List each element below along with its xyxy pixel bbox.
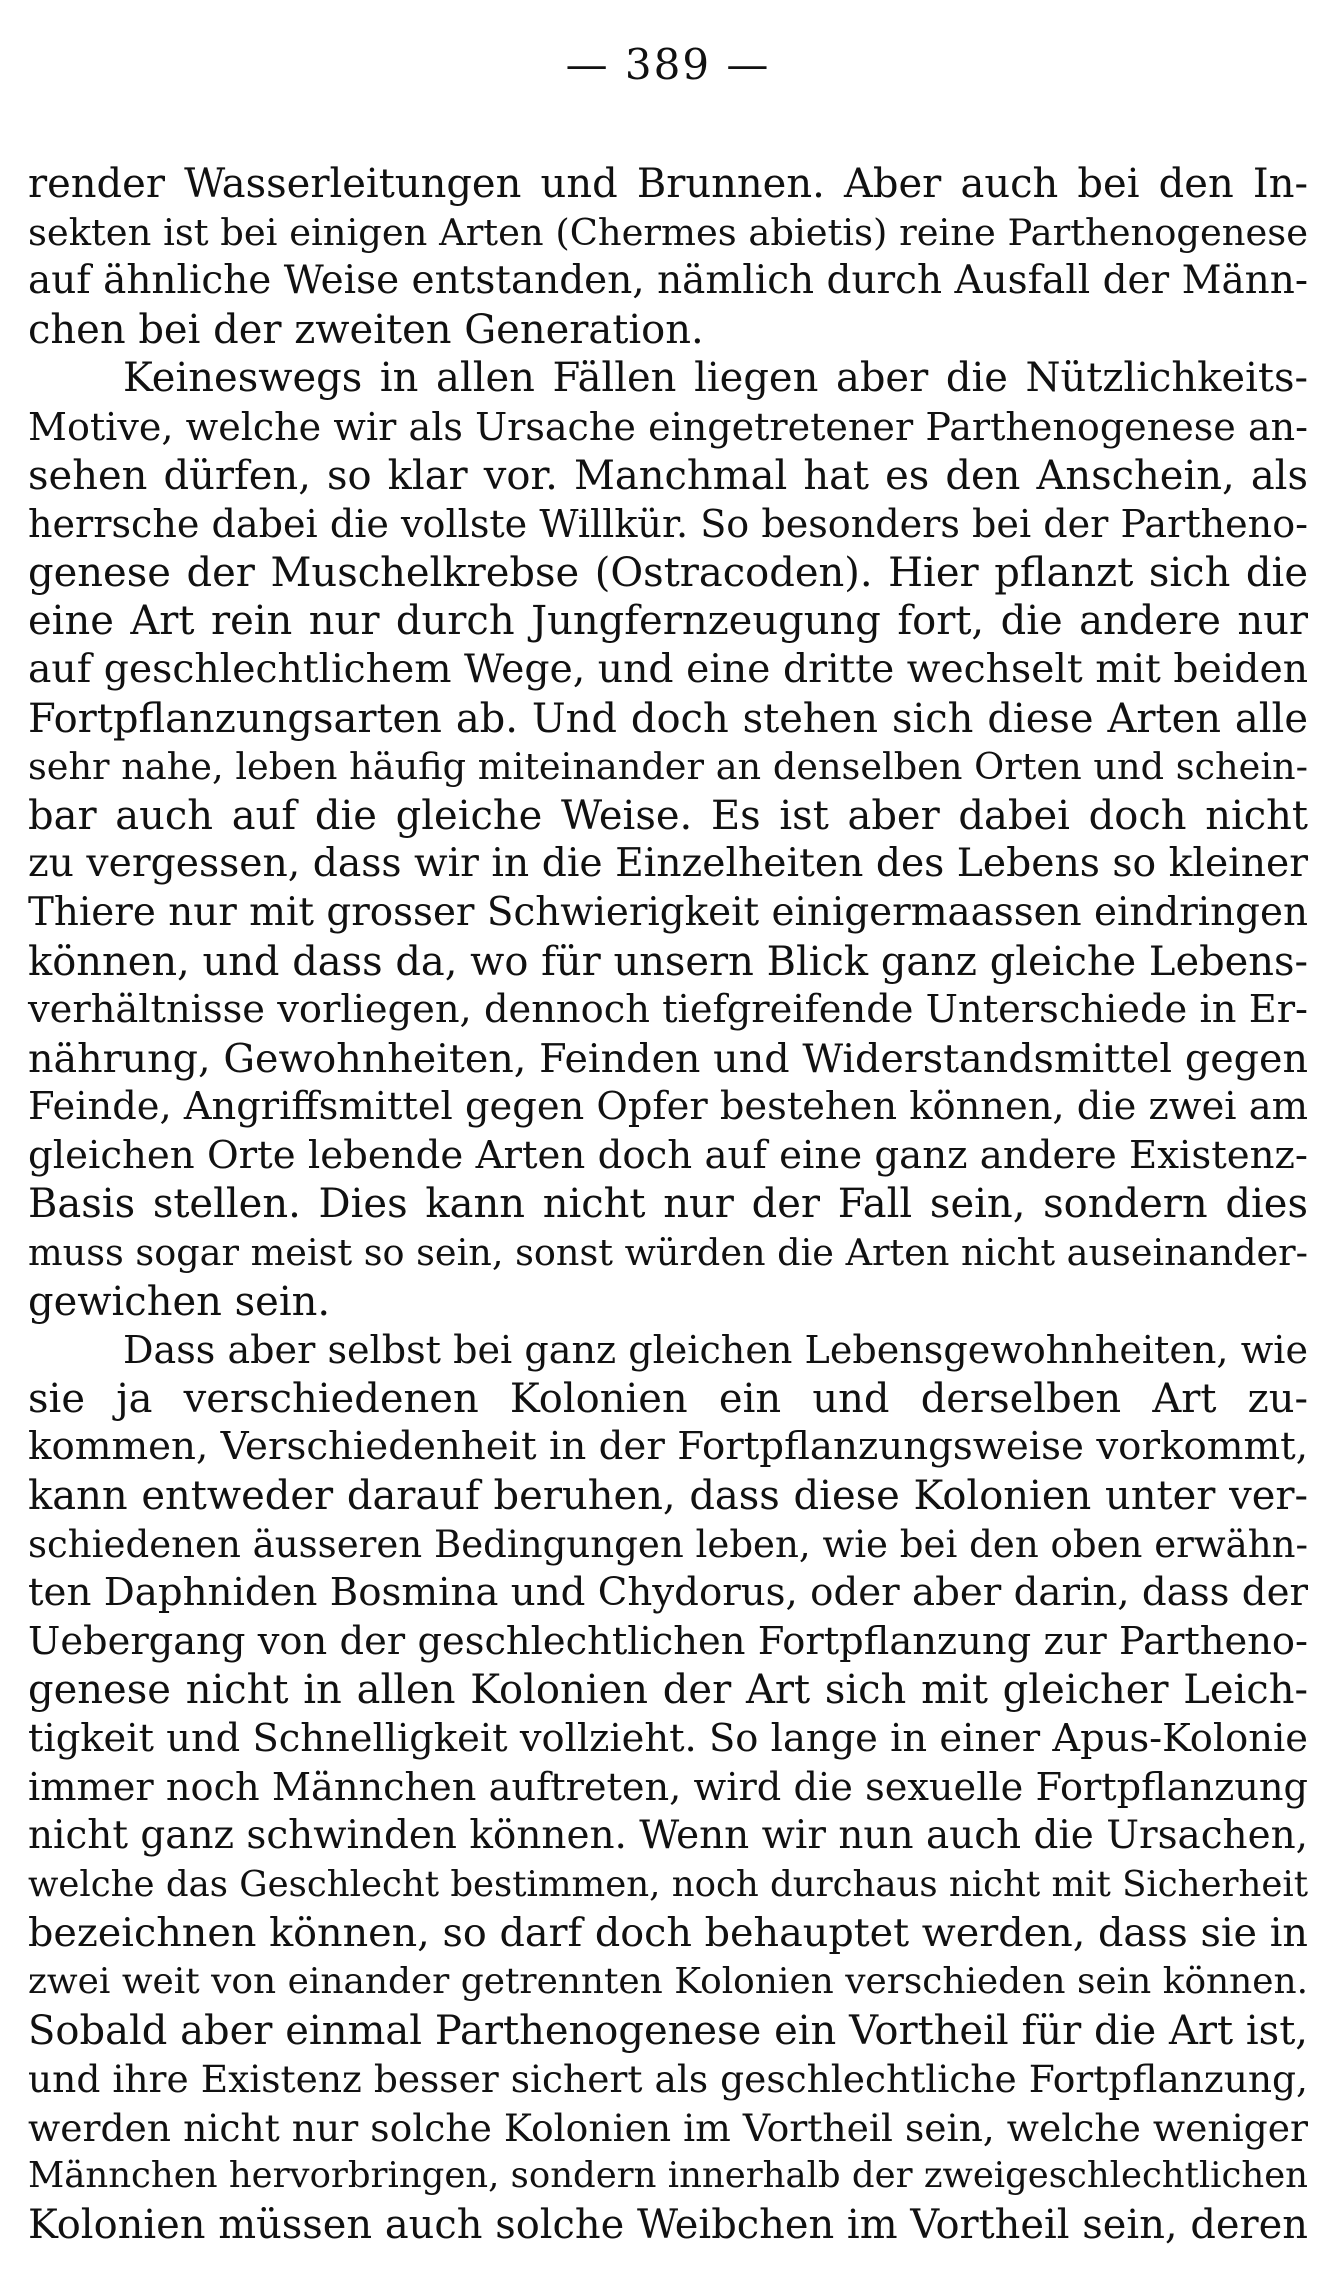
text-line: Feinde, Angriffsmittel gegen Opfer bestehen können, die zwei am — [28, 1084, 1308, 1130]
text-line: render Wasserleitungen und Brunnen. Aber auch bei den In- — [28, 161, 1308, 207]
text-line: Thiere nur mit grosser Schwierigkeit einigermaassen eindringen — [28, 889, 1308, 935]
body-text — [28, 160, 1308, 2250]
text-line: Kolonien müssen auch solche Weibchen im Vortheil sein, deren — [28, 2201, 1308, 2248]
text-line: genese nicht in allen Kolonien der Art sich mit gleicher Leich- — [28, 1667, 1308, 1714]
text-line: Dass aber selbst bei ganz gleichen Lebensgewohnheiten, wie — [123, 1328, 1308, 1373]
text-line: Uebergang von der geschlechtlichen Fortpflanzung zur Partheno- — [28, 1618, 1308, 1664]
text-line: gewichen sein. — [28, 1278, 331, 1325]
text-line: sie ja verschiedenen Kolonien ein und derselben Art zu- — [28, 1375, 1308, 1422]
text-line: und ihre Existenz besser sichert als geschlechtliche Fortpflanzung, — [28, 2057, 1308, 2102]
text-line: genese der Muschelkrebse (Ostracoden). Hier pflanzt sich die — [28, 549, 1308, 596]
text-line: auf ähnliche Weise entstanden, nämlich durch Ausfall der Männ- — [28, 258, 1308, 304]
text-line: eine Art rein nur durch Jungfernzeugung fort, die andere nur — [28, 598, 1308, 645]
text-line: immer noch Männchen auftreten, wird die sexuelle Fortpflanzung — [28, 1764, 1308, 1810]
text-line: chen bei der zweiten Generation. — [28, 306, 704, 353]
text-line: ten Daphniden Bosmina und Chydorus, oder aber darin, dass der — [28, 1570, 1308, 1616]
text-line: nicht ganz schwinden können. Wenn wir nun auch die Ursachen, — [28, 1813, 1308, 1859]
text-line: verhältnisse vorliegen, dennoch tiefgreifende Unterschiede in Er- — [28, 987, 1308, 1033]
text-line: auf geschlechtlichem Wege, und eine dritte wechselt mit beiden — [28, 646, 1308, 692]
text-line: werden nicht nur solche Kolonien im Vortheil sein, welche weniger — [28, 2105, 1308, 2150]
text-line: tigkeit und Schnelligkeit vollzieht. So lange in einer Apus-Kolonie — [28, 1716, 1308, 1761]
text-line: welche das Geschlecht bestimmen, noch durchaus nicht mit Sicherheit — [28, 1863, 1308, 1905]
text-line: herrsche dabei die vollste Willkür. So besonders bei der Partheno- — [28, 502, 1308, 547]
text-line: nährung, Gewohnheiten, Feinden und Widerstandsmittel gegen — [28, 1035, 1308, 1082]
text-line: muss sogar meist so sein, sonst würden die Arten nicht auseinander- — [28, 1231, 1308, 1275]
text-line: Männchen hervorbringen, sondern innerhalb der zweigeschlechtlichen — [28, 2155, 1308, 2197]
text-line: Motive, welche wir als Ursache eingetretener Parthenogenese an- — [28, 404, 1308, 449]
text-line: zu vergessen, dass wir in die Einzelheiten des Lebens so kleiner — [28, 841, 1308, 887]
text-line: Sobald aber einmal Parthenogenese ein Vortheil für die Art ist, — [28, 2007, 1308, 2054]
text-line: Fortpflanzungsarten ab. Und doch stehen sich diese Arten alle — [28, 695, 1308, 742]
text-line: kann entweder darauf beruhen, dass diese Kolonien unter ver- — [28, 1473, 1308, 1520]
book-page — [28, 40, 1308, 2250]
text-line: Keineswegs in allen Fällen liegen aber die Nützlichkeits- — [123, 355, 1308, 402]
text-line: sehr nahe, leben häufig miteinander an denselben Orten und schein- — [28, 745, 1308, 789]
text-line: schiedenen äusseren Bedingungen leben, wie bei den oben erwähn- — [28, 1522, 1308, 1566]
text-line: sekten ist bei einigen Arten (Chermes abietis) reine Parthenogenese — [28, 210, 1308, 254]
text-line: sehen dürfen, so klar vor. Manchmal hat es den Anschein, als — [28, 452, 1308, 499]
text-line: bezeichnen können, so darf doch behauptet werden, dass sie in — [28, 1910, 1308, 1957]
text-line: kommen, Verschiedenheit in der Fortpflanzungsweise vorkommt, — [28, 1424, 1308, 1470]
text-line: zwei weit von einander getrennten Kolonien verschieden sein können. — [28, 1960, 1308, 2002]
page-number-header: — 389 — — [565, 40, 771, 89]
text-line: bar auch auf die gleiche Weise. Es ist aber dabei doch nicht — [28, 792, 1308, 839]
text-line: gleichen Orte lebende Arten doch auf eine ganz andere Existenz- — [28, 1132, 1308, 1178]
text-line: können, und dass da, wo für unsern Blick ganz gleiche Lebens- — [28, 938, 1308, 985]
text-line: Basis stellen. Dies kann nicht nur der Fall sein, sondern dies — [28, 1181, 1308, 1228]
